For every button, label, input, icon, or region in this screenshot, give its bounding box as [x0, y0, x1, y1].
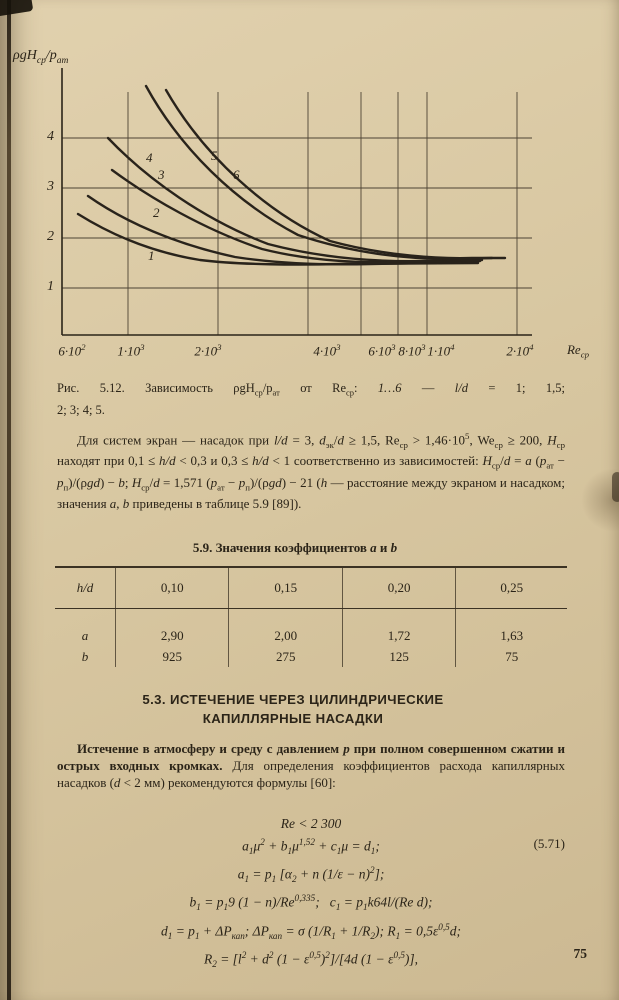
- scan-edge-smudge: [612, 472, 619, 502]
- row-label-b: b: [81, 649, 89, 664]
- chart-axes: [62, 68, 532, 335]
- x-tick-4e3: $4\cdot 10^3$: [313, 342, 341, 359]
- formula-re-condition: Re < 2 300: [280, 816, 342, 831]
- equation-number: (5.71): [533, 836, 565, 851]
- value-b-010: 925: [116, 647, 229, 667]
- x-tick-2e4: $2\cdot 10^4$: [506, 342, 534, 359]
- value-a-010: 2,90: [116, 609, 229, 648]
- curve-6: [166, 90, 505, 258]
- curve-label-6: 6: [233, 167, 240, 182]
- col-header-020: 0,20: [342, 567, 455, 609]
- y-tick-3: 3: [47, 179, 54, 194]
- curve-label-4: 4: [146, 150, 153, 165]
- curve-label-1: 1: [148, 248, 155, 263]
- y-tick-2: 2: [47, 229, 54, 244]
- paragraph-outflow: Истечение в атмосферу и среду с давлением p при полном совершенном сжатии и острых входных кромках. Для определения коэффициентов расхода капиллярных насадков (d < 2 мм) рекомендуются формулы [60]:: [57, 741, 565, 790]
- section-heading-line1: 5.3. ИСТЕЧЕНИЕ ЧЕРЕЗ ЦИЛИНДРИЧЕСКИЕ: [142, 692, 444, 707]
- scan-corner-mark: [0, 0, 33, 17]
- figure-5-12-chart: [0, 28, 619, 380]
- section-heading: [0, 690, 586, 728]
- table-row-a: [55, 609, 567, 648]
- x-tick-1e3: $1\cdot 10^3$: [117, 342, 145, 359]
- y-axis-label: $\rho gH_{ср}/p_{ат}$: [13, 48, 69, 66]
- page-number: 75: [573, 946, 587, 961]
- table-title: 5.9. Значения коэффициентов a и b: [192, 540, 398, 555]
- y-tick-1: 1: [47, 279, 54, 294]
- row-label-a: a: [81, 628, 89, 643]
- formulas-block: [57, 814, 565, 974]
- formula-a1: $a_1 = p_1$ [$\alpha_2 + n$ $(1/\varepsilon - n)^2$];: [237, 865, 385, 885]
- section-heading-line2: КАПИЛЛЯРНЫЕ НАСАДКИ: [202, 711, 384, 726]
- curve-label-5: 5: [211, 148, 218, 163]
- chart-gridlines: [62, 92, 532, 335]
- formula-r2: $R_2 = [l^2 + d^2$ $(1 - \varepsilon^{0,5})^2]/[4d$ $(1 - \varepsilon^{0,5})$],: [203, 949, 419, 969]
- value-a-020: 1,72: [342, 609, 455, 648]
- chart-canvas: [0, 28, 619, 380]
- x-axis-label: $Re_{ср}$: [566, 342, 590, 360]
- col-header-010: 0,10: [116, 567, 229, 609]
- value-b-025: 75: [456, 647, 567, 667]
- curve-4: [108, 138, 482, 261]
- paragraph-screen-nozzle: Для систем экран — насадок при l/d = 3, $d_{эк}/d \ge 1,5$, $Re_{ср} > 1,46\cdot 10^5$, $We_{ср} \ge 200$, $H_{ср}$ находят при 0,1 ≤ h/d < 0,3 и 0,3 ≤ h/d < 1 соответственно из зависимостей: $H_{ср}/d = a$ $(p_{ат} - p_п)/(\rho gd) - b$; $H_{ср}/d = 1,571$ $(p_{ат} - p_п)/(\rho gd) - 21$ (h — расстояние между экраном и насадком; значения a, b приведены в таблице 5.9 [89]).: [57, 431, 566, 511]
- formula-main: $a_1\mu^2 + b_1\mu^{1,52} + c_1\mu = d_1$;: [242, 837, 380, 857]
- coefficients-table: [55, 566, 567, 667]
- col-header-015: 0,15: [229, 567, 342, 609]
- curve-3: [112, 170, 480, 262]
- formula-b1-c1: $b_1 = p_19$ (1 − n)/Re$^{0,335}$; $c_1 = p_1k64l/(Re$ d);: [189, 893, 433, 913]
- x-tick-6e3: $6\cdot 10^3$: [368, 342, 396, 359]
- figure-caption-line1: Рис. 5.12. Зависимость $\rho gH_{ср}/p_{ат}$ от $Re_{ср}$: 1…6 — l/d = 1; 1,5;: [57, 381, 565, 398]
- curve-label-2: 2: [153, 205, 160, 220]
- x-tick-1e4: $1\cdot 10^4$: [427, 342, 455, 359]
- x-tick-6e2: $6\cdot 10^2$: [58, 342, 86, 359]
- curve-label-3: 3: [158, 167, 165, 182]
- value-b-020: 125: [342, 647, 455, 667]
- y-tick-4: 4: [47, 129, 54, 144]
- curve-5: [146, 86, 492, 259]
- x-tick-8e3: $8\cdot 10^3$: [398, 342, 426, 359]
- figure-caption-line2: 2; 3; 4; 5.: [57, 402, 105, 417]
- value-a-015: 2,00: [229, 609, 342, 648]
- table-row-b: [55, 647, 567, 667]
- figure-caption: [57, 380, 565, 419]
- table-header-row: [55, 567, 567, 609]
- col-header-025: 0,25: [456, 567, 567, 609]
- col-header-hd: h/d: [55, 567, 116, 609]
- formula-d1-r1: $d_1 = p_1 + \Delta P_{кап}$; $\Delta P_{кап} = \sigma$ $(1/R_1 + 1/R_2)$; $R_1 = 0,5\varepsilon^{0,5}d$;: [160, 921, 462, 941]
- value-a-025: 1,63: [456, 609, 567, 648]
- x-tick-2e3: $2\cdot 10^3$: [194, 342, 222, 359]
- value-b-015: 275: [229, 647, 342, 667]
